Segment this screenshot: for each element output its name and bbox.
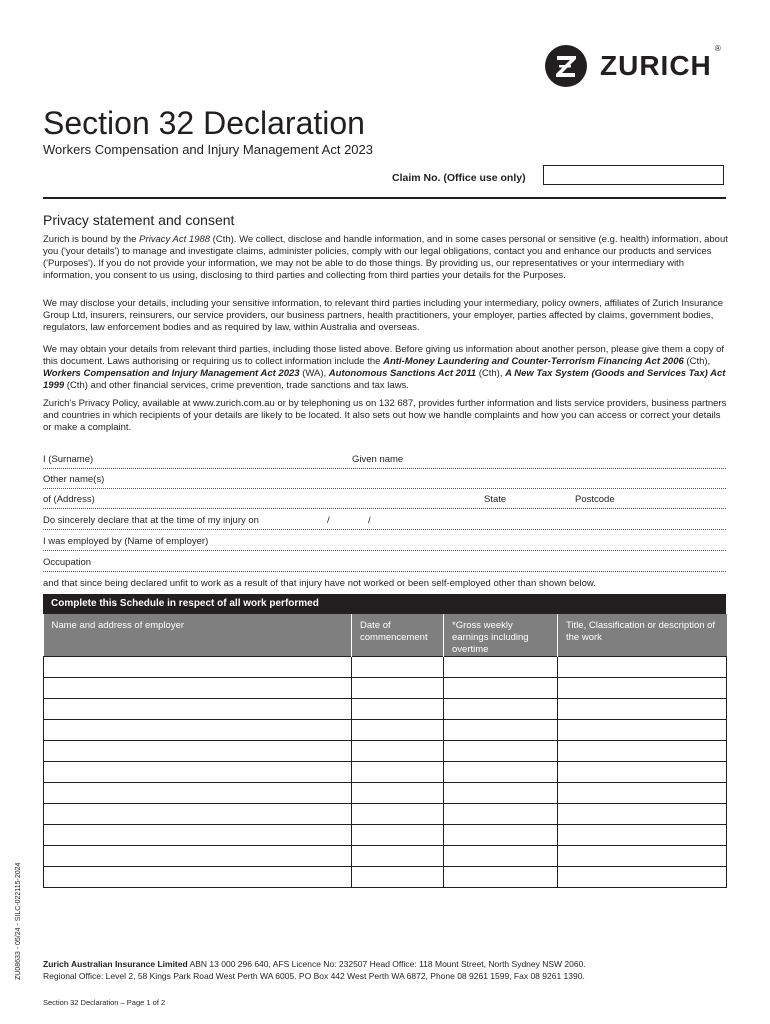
surname-label: I (Surname) [43, 454, 94, 465]
privacy-paragraph-4: Zurich's Privacy Policy, available at www.zurich.com.au or by telephoning us on 132 687, provides further information and lists service providers, business partners and countries in which recipients of your details are likely to be located. It also sets out how we handle complaints and how you can access or correct your details or make a complaint. [43, 398, 727, 433]
registered-mark: ® [714, 44, 721, 53]
schedule-cell[interactable] [44, 804, 352, 825]
schedule-cell[interactable] [558, 762, 727, 783]
column-header: Name and address of employer [44, 614, 352, 657]
table-row [44, 720, 727, 741]
schedule-cell[interactable] [444, 678, 558, 699]
schedule-cell[interactable] [44, 699, 352, 720]
schedule-cell[interactable] [352, 657, 444, 678]
schedule-cell[interactable] [444, 762, 558, 783]
schedule-cell[interactable] [558, 804, 727, 825]
schedule-cell[interactable] [444, 741, 558, 762]
schedule-cell[interactable] [558, 741, 727, 762]
address-label: of (Address) [43, 494, 95, 505]
schedule-cell[interactable] [352, 699, 444, 720]
act-subtitle: Workers Compensation and Injury Management Act 2023 [43, 142, 373, 157]
given-name-label: Given name [352, 454, 404, 465]
schedule-cell[interactable] [44, 846, 352, 867]
schedule-cell[interactable] [444, 720, 558, 741]
schedule-cell[interactable] [558, 678, 727, 699]
schedule-cell[interactable] [352, 741, 444, 762]
schedule-cell[interactable] [444, 783, 558, 804]
employer-row[interactable] [43, 531, 726, 551]
table-row [44, 825, 727, 846]
schedule-cell[interactable] [352, 846, 444, 867]
privacy-paragraph-3: We may obtain your details from relevant third parties, including those listed above. Before giving us information about another person, please give them a copy of this document. Laws authorising or requiring us to collect information include the Anti-Money Laundering and Counter-Terrorism Financing Act 2006 (Cth), Workers Compensation and Injury Management Act 2023 (WA), Autonomous Sanctions Act 2011 (Cth), A New Tax System (Goods and Services Tax) Act 1999 (Cth) and other financial services, crime prevention, trade sanctions and tax laws. [43, 344, 726, 391]
postcode-label: Postcode [575, 494, 615, 505]
surname-row[interactable] [43, 449, 726, 469]
schedule-cell[interactable] [444, 867, 558, 888]
schedule-cell[interactable] [352, 783, 444, 804]
schedule-cell[interactable] [44, 741, 352, 762]
table-row [44, 867, 727, 888]
schedule-cell[interactable] [352, 762, 444, 783]
claim-number-field[interactable] [543, 165, 724, 185]
column-header: Date of commencement [352, 614, 444, 657]
state-label: State [484, 494, 507, 505]
schedule-cell[interactable] [352, 804, 444, 825]
schedule-rows [44, 657, 727, 888]
table-row [44, 678, 727, 699]
other-names-label: Other name(s) [43, 474, 105, 485]
schedule-cell[interactable] [558, 783, 727, 804]
table-row [44, 804, 727, 825]
schedule-cell[interactable] [352, 678, 444, 699]
schedule-cell[interactable] [44, 825, 352, 846]
schedule-cell[interactable] [352, 867, 444, 888]
schedule-heading: Complete this Schedule in respect of all work performed [43, 594, 726, 614]
schedule-cell[interactable] [444, 699, 558, 720]
column-header: Title, Classification or description of the work [558, 614, 727, 657]
schedule-cell[interactable] [558, 825, 727, 846]
schedule-cell[interactable] [444, 825, 558, 846]
privacy-heading: Privacy statement and consent [43, 212, 235, 228]
table-row [44, 699, 727, 720]
footer-line-1: Zurich Australian Insurance Limited ABN 13 000 296 640, AFS Licence No: 232507 Head Office: 118 Mount Street, North Sydney NSW 2060. [43, 959, 586, 969]
column-header: *Gross weekly earnings including overtime [444, 614, 558, 657]
schedule-cell[interactable] [44, 720, 352, 741]
schedule-cell[interactable] [444, 657, 558, 678]
schedule-cell[interactable] [558, 699, 727, 720]
injury-date-row[interactable] [43, 510, 726, 530]
other-names-row[interactable] [43, 469, 726, 489]
schedule-header-row [44, 614, 727, 657]
schedule-table [43, 614, 727, 888]
schedule-cell[interactable] [44, 783, 352, 804]
schedule-cell[interactable] [44, 762, 352, 783]
schedule-cell[interactable] [444, 804, 558, 825]
schedule-cell[interactable] [558, 867, 727, 888]
table-row [44, 741, 727, 762]
schedule-cell[interactable] [558, 720, 727, 741]
occupation-row[interactable] [43, 552, 726, 572]
table-row [44, 783, 727, 804]
zurich-logo [544, 44, 721, 88]
address-row[interactable] [43, 489, 726, 509]
employer-label: I was employed by (Name of employer) [43, 536, 209, 547]
document-code: ZU08633 - 05/24 - SILC-022115-2024 [15, 862, 22, 980]
page-title: Section 32 Declaration [43, 105, 365, 141]
schedule-cell[interactable] [352, 720, 444, 741]
footer-line-2: Regional Office: Level 2, 58 Kings Park Road West Perth WA 6005. PO Box 442 West Perth WA 6872, Phone 08 9261 1599, Fax 08 9261 1390. [43, 971, 585, 981]
company-footer [43, 958, 586, 982]
date-separator: / [368, 515, 371, 526]
schedule-cell[interactable] [44, 678, 352, 699]
unfit-declaration-text: and that since being declared unfit to work as a result of that injury have not worked or been self-employed other than shown below. [43, 578, 596, 589]
schedule-cell[interactable] [44, 867, 352, 888]
schedule-cell[interactable] [352, 825, 444, 846]
table-row [44, 846, 727, 867]
schedule-cell[interactable] [44, 657, 352, 678]
date-separator: / [327, 515, 330, 526]
occupation-label: Occupation [43, 557, 92, 568]
page-number: Section 32 Declaration – Page 1 of 2 [43, 998, 166, 1007]
claim-number-label: Claim No. (Office use only) [392, 172, 526, 184]
privacy-paragraph-1: Zurich is bound by the Privacy Act 1988 (Cth). We collect, disclose and handle information, and in some cases personal or sensitive (e.g. health) information, about you ('your details') to manage and investigate claims, administer policies, comply with our legal obligations, contact you and enhance our products and services ('Purposes'). If you do not provide your information, we may not be able to do those things. By providing us, our representatives or your intermediary with information, you consent to us using, disclosing to third parties and collecting from third parties your details for the Purposes. [43, 234, 728, 281]
work-schedule [43, 594, 726, 888]
table-row [44, 762, 727, 783]
schedule-cell[interactable] [444, 846, 558, 867]
schedule-cell[interactable] [558, 657, 727, 678]
section-divider [43, 197, 726, 199]
table-row [44, 657, 727, 678]
injury-date-label: Do sincerely declare that at the time of my injury on [43, 515, 259, 526]
schedule-cell[interactable] [558, 846, 727, 867]
zurich-z-logo-icon [544, 44, 588, 88]
privacy-paragraph-2: We may disclose your details, including your sensitive information, to relevant third parties including your intermediary, policy owners, affiliates of Zurich Insurance Group Ltd, insurers, reinsurers, our service providers, our business partners, health practitioners, your employer, parties affected by claims, government bodies, regulators, law enforcement bodies and as required by law, within Australia and overseas. [43, 298, 724, 333]
brand-name: ZURICH [600, 50, 712, 81]
